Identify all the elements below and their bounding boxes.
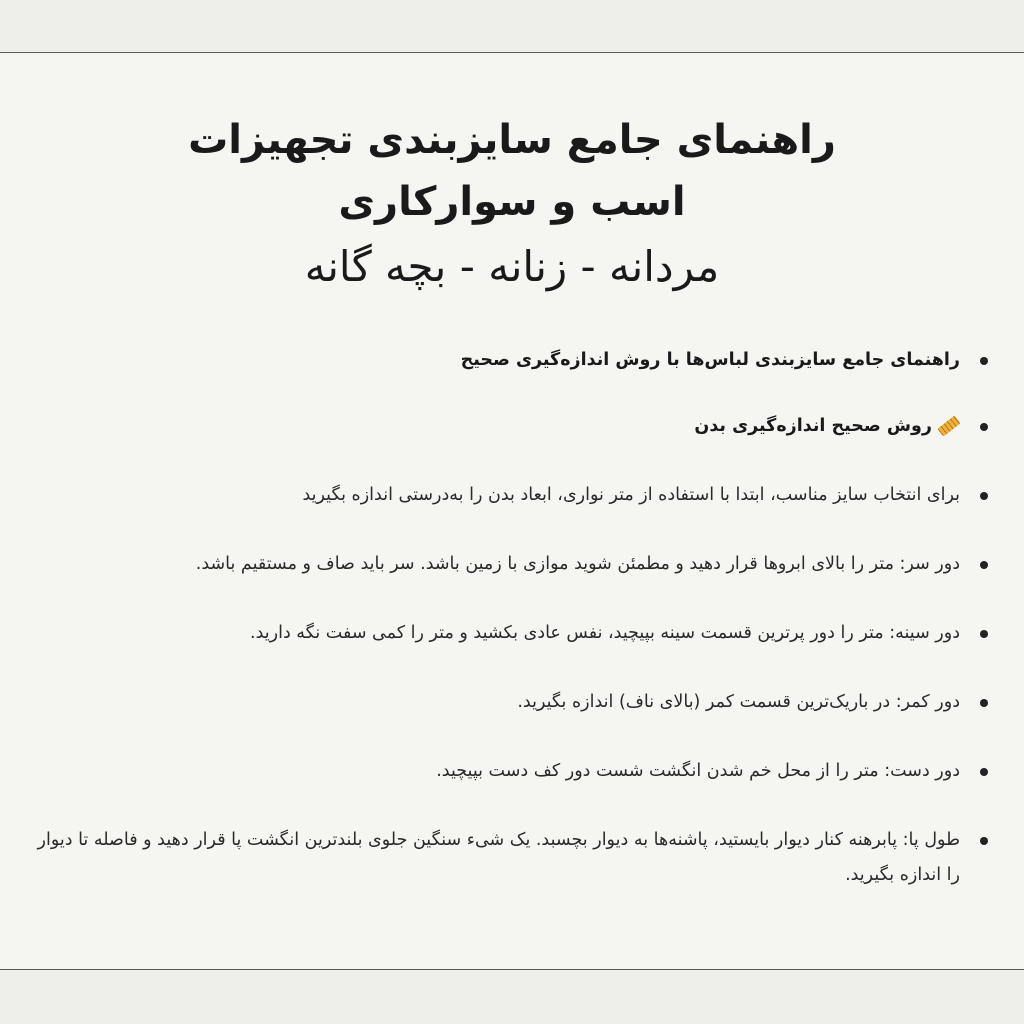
list-item: [28, 547, 988, 582]
list-item-text: دور کمر: در باریک‌ترین قسمت کمر (بالای ناف) اندازه بگیرید.: [517, 692, 960, 712]
list-item: [28, 409, 988, 444]
page-title: راهنمای جامع سایزبندی تجهیزات اسب و سوارکاری: [188, 117, 836, 225]
bullet-icon: [980, 423, 988, 431]
bullet-icon: [980, 492, 988, 500]
heading-block: [0, 109, 1024, 297]
page-subtitle: مردانه - زنانه - بچه گانه: [304, 242, 720, 291]
bullet-icon: [980, 630, 988, 638]
document-page: [0, 52, 1024, 970]
list-item-text: دور دست: متر را از محل خم شدن انگشت شست دور کف دست بپیچید.: [436, 761, 960, 781]
list-item-text: برای انتخاب سایز مناسب، ابتدا با استفاده از متر نواری، ابعاد بدن را به‌درستی اندازه بگیرید: [302, 485, 960, 505]
list-item: [28, 823, 988, 893]
list-item-text: طول پا: پابرهنه کنار دیوار بایستید، پاشنه‌ها به دیوار بچسبد. یک شیء سنگین جلوی بلندترین انگشت پا قرار دهید و فاصله تا دیوار را اندازه بگیرید.: [37, 830, 960, 885]
list-item-text: دور سر: متر را بالای ابروها قرار دهید و مطمئن شوید موازی با زمین باشد. سر باید صاف و مستقیم باشد.: [195, 554, 960, 574]
bullet-icon: [980, 699, 988, 707]
list-item: [28, 343, 988, 378]
list-item-text: راهنمای جامع سایزبندی لباس‌ها با روش اندازه‌گیری صحیح: [460, 350, 960, 370]
list-item: [28, 685, 988, 720]
bullet-icon: [980, 768, 988, 776]
list-item: [28, 478, 988, 513]
bullet-icon: [980, 357, 988, 365]
ruler-icon: [937, 415, 960, 436]
bullet-icon: [980, 561, 988, 569]
list-item: [28, 616, 988, 651]
list-item-text: روش صحیح اندازه‌گیری بدن: [694, 416, 932, 436]
list-item-text: دور سینه: متر را دور پرترین قسمت سینه بپیچید، نفس عادی بکشید و متر را کمی سفت نگه دارید.: [250, 623, 960, 643]
instruction-list: [28, 343, 988, 893]
list-item: [28, 754, 988, 789]
bullet-icon: [980, 837, 988, 845]
